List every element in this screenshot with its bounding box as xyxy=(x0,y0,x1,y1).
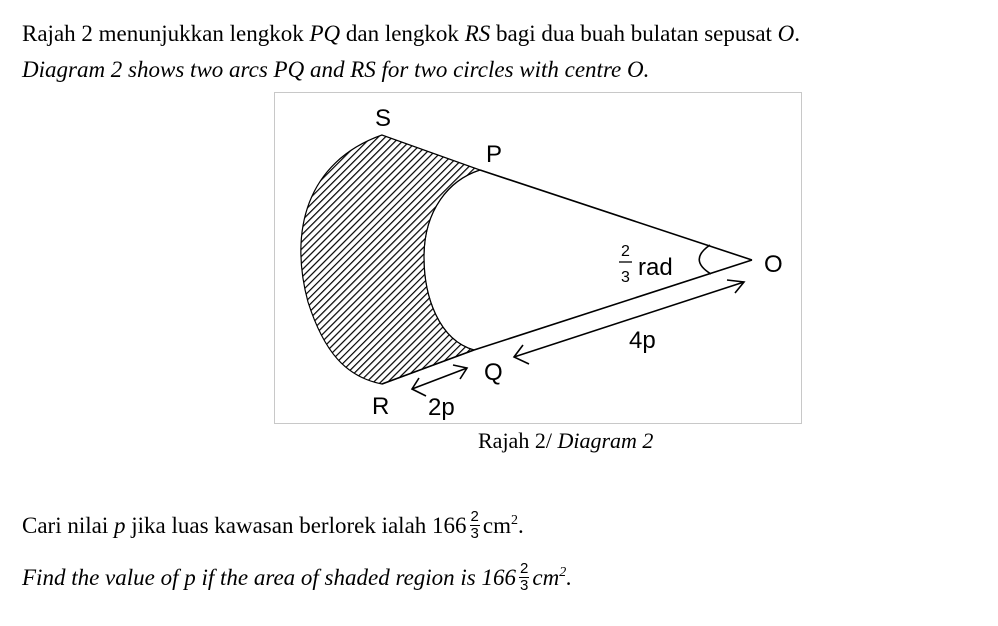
text-part: Rajah 2 menunjukkan lengkok xyxy=(22,21,310,46)
arc-pq-label: PQ xyxy=(309,21,341,46)
text-part: jika luas kawasan berlorek ialah 166 xyxy=(125,512,467,538)
point-s-label: S xyxy=(375,105,392,132)
length-rq-label: 2p xyxy=(428,394,455,421)
statement-malay xyxy=(22,20,800,48)
angle-numerator: 2 xyxy=(621,243,630,260)
caption-english: Diagram 2 xyxy=(557,428,654,453)
angle-denominator: 3 xyxy=(621,269,630,286)
diagram-2 xyxy=(274,92,802,424)
unit: cm xyxy=(482,512,511,538)
fraction-numerator: 2 xyxy=(520,560,529,577)
statement-english: Diagram 2 shows two arcs PQ and RS for two circles with centre O. xyxy=(22,57,650,82)
arc-rs-label: RS xyxy=(464,21,491,46)
point-o-label: O xyxy=(764,251,783,278)
point-q-label: Q xyxy=(484,359,503,386)
angle-unit-label: rad xyxy=(638,254,673,281)
fraction xyxy=(519,561,529,594)
text-part: . xyxy=(517,512,524,538)
question-english xyxy=(22,560,572,596)
caption-malay: Rajah 2/ xyxy=(478,428,558,453)
text-part: Cari nilai xyxy=(22,512,114,538)
centre-label: O xyxy=(777,21,795,46)
length-oq-label: 4p xyxy=(629,327,656,354)
fraction-numerator: 2 xyxy=(470,508,479,525)
question-malay xyxy=(22,508,524,544)
text-part: Find the value of p if the area of shaded region is 166 xyxy=(22,564,517,590)
variable-p: p xyxy=(113,512,126,538)
text-part: . xyxy=(794,21,801,46)
fraction xyxy=(470,509,480,542)
diagram-caption xyxy=(478,428,653,454)
unit-power: 2 xyxy=(510,513,518,529)
point-p-label: P xyxy=(486,141,503,168)
point-r-label: R xyxy=(372,393,390,420)
text-part: . xyxy=(566,564,572,590)
text-part: bagi dua buah bulatan sepusat xyxy=(490,21,778,46)
unit-power: 2 xyxy=(559,565,567,581)
fraction-denominator: 3 xyxy=(470,525,479,542)
text-part: dan lengkok xyxy=(340,21,465,46)
unit: cm xyxy=(532,564,560,590)
fraction-denominator: 3 xyxy=(520,577,529,594)
